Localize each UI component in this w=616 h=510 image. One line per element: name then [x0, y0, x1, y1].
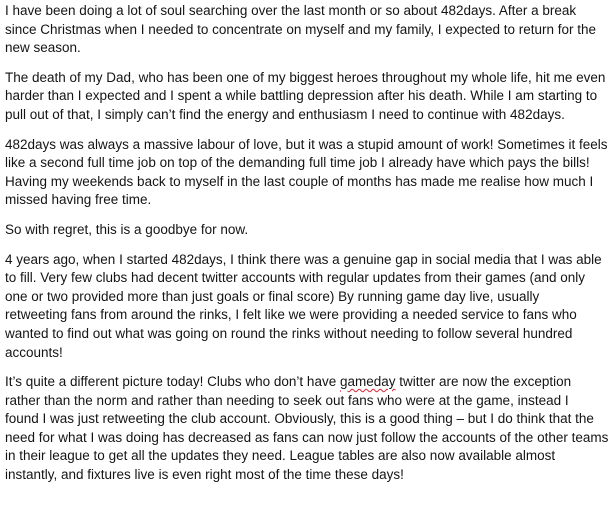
paragraph-2: The death of my Dad, who has been one of my biggest heroes throughout my whole life, hit me even harder than I expected and I spent a while battling depression after his death. While I am starting to pull out of that, I simply can’t find the energy and enthusiasm I need to continue with 482days.	[5, 69, 606, 122]
paragraph-6-end: twitter are now the exception rather than the norm and rather than needing to seek out fans who were at the game, instead I found I was just retweeting the club account. Obviously, this is a good thing – but I do think that the need for what I was doing has decreased as fans can now just follow the accounts of the other teams in their league to get all the updates they need. League tables are also now available almost instantly, and fixtures live is even right most of the time these days!	[5, 374, 609, 483]
paragraph-4: So with regret, this is a goodbye for now.	[5, 221, 249, 237]
paragraph-6	[5, 373, 616, 485]
paragraph-6-start: It’s quite a different picture today! Clubs who don’t have	[5, 374, 340, 390]
paragraph-1: I have been doing a lot of soul searching over the last month or so about 482days. After a break since Christmas when I needed to concentrate on myself and my family, I expected to return for the new season.	[5, 3, 597, 56]
paragraph-5: 4 years ago, when I started 482days, I think there was a genuine gap in social media that I was able to fill. Very few clubs had decent twitter accounts with regular updates from their games (and only one or two provided more than just goals or final score) By running game day live, usually retweeting fans from around the rinks, I felt like we were providing a needed service to fans who wanted to find out what was going on round the rinks without needing to follow several hundred accounts!	[5, 251, 602, 360]
paragraph-3: 482days was always a massive labour of love, but it was a stupid amount of work! Sometimes it feels like a second full time job on top of the demanding full time job I already have which pays the bills! Having my weekends back to myself in the last couple of months has made me realise how much I missed having free time.	[5, 136, 608, 208]
spellcheck-flagged-word[interactable]: gameday	[339, 374, 396, 390]
